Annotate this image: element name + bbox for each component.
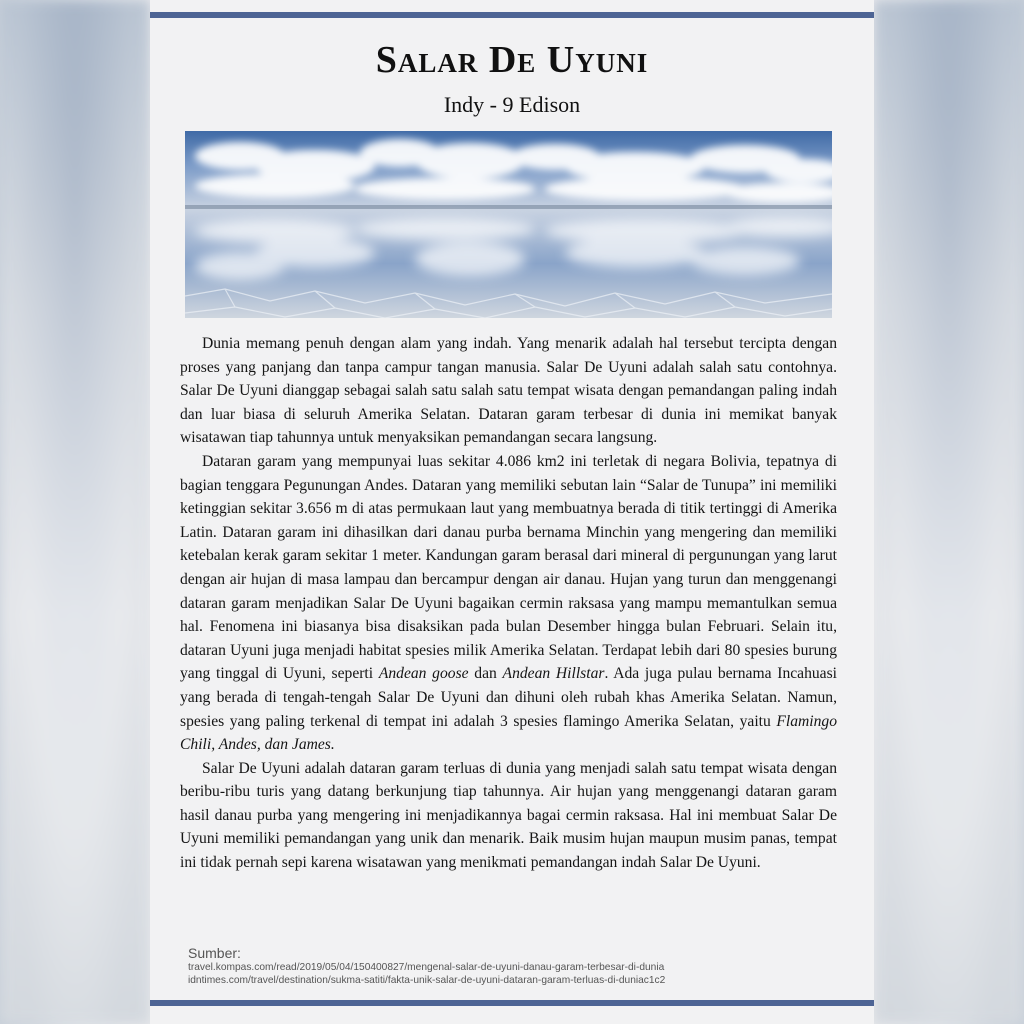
page-title: Salar De Uyuni: [375, 39, 649, 81]
paragraph-geography-text-1: Dataran garam yang mempunyai luas sekitar 4.086 km2 ini terletak di negara Bolivia, tepatnya di bagian tenggara Pegunungan Andes. Dataran yang memiliki sebutan lain “Salar de Tunupa” ini memiliki ketinggian sekitar 3.656 m di atas permukaan laut yang membuatnya berada di titik tertinggi di Amerika Latin. Dataran garam ini dihasilkan dari danau purba bernama Minchin yang mengering dan memiliki ketebalan kerak garam sekitar 1 meter. Kandungan garam berasal dari mineral di pergunungan yang larut dengan air hujan di masa lampau dan bercampur dengan air danau. Hujan yang turun dan menggenangi dataran garam menjadikan Salar De Uyuni bagaikan cermin raksasa yang mampu memantulkan semua hal. Fenomena ini biasanya bisa disaksikan pada bulan Desember hingga bulan Februari. Selain itu, dataran Uyuni juga menjadi habitat spesies milik Amerika Selatan. Terdapat lebih dari 80 spesies burung yang tinggal di Uyuni, seperti: [180, 452, 837, 683]
document-page: [150, 0, 874, 1024]
paragraph-intro: Dunia memang penuh dengan alam yang indah. Yang menarik adalah hal tersebut tercipta dengan proses yang panjang dan tanpa campur tangan manusia. Salar De Uyuni adalah salah satu contohnya. Salar De Uyuni dianggap sebagai salah satu salah satu tempat wisata dengan pemandangan paling indah dan luar biasa di seluruh Amerika Selatan. Dataran garam terbesar di dunia ini memikat banyak wisatawan tiap tahunnya untuk menyaksikan pemandangan secara langsung.: [180, 335, 837, 447]
top-divider: [150, 12, 874, 18]
paragraph-geography-text-2: dan: [468, 665, 503, 683]
article-body: [180, 332, 837, 875]
bottom-divider: [150, 1000, 874, 1006]
paragraph-geography: [180, 450, 837, 757]
species-andean-goose: Andean goose: [378, 665, 469, 683]
background-blur-left: [0, 0, 150, 1024]
sources-section: [188, 944, 848, 987]
salt-flat-photo: [185, 131, 832, 318]
background-blur-right: [874, 0, 1024, 1024]
source-link-kompas[interactable]: travel.kompas.com/read/2019/05/04/150400827/mengenal-salar-de-uyuni-danau-garam-terbesar-di-dunia: [188, 962, 665, 973]
source-link-idntimes[interactable]: idntimes.com/travel/destination/sukma-satiti/fakta-unik-salar-de-uyuni-dataran-garam-terluas-di-duniac1c2: [188, 974, 666, 986]
species-flamingo: Flamingo Chili, Andes, dan James.: [180, 712, 837, 754]
sources-label: Sumber:: [188, 945, 241, 961]
paragraph-conclusion: Salar De Uyuni adalah dataran garam terluas di dunia yang menjadi salah satu tempat wisata dengan beribu-ribu turis yang datang berkunjung tiap tahunnya. Air hujan yang menggenangi dataran garam hasil danau purba yang mengering ini menjadikannya bagai cermin raksasa. Hal ini membuat Salar De Uyuni memiliki pemandangan yang unik dan menarik. Baik musim hujan maupun musim panas, tempat ini tidak pernah sepi karena wisatawan yang menikmati pemandangan indah Salar De Uyuni.: [180, 759, 837, 872]
species-andean-hillstar: Andean Hillstar: [502, 665, 605, 683]
paragraph-geography-text-3: . Ada juga pulau bernama Incahuasi yang berada di tengah-tengah Salar De Uyuni dan dihuni oleh rubah khas Amerika Selatan. Namun, spesies yang paling terkenal di tempat ini adalah 3 spesies flamingo Amerika Selatan, yaitu: [180, 665, 837, 730]
byline: Indy - 9 Edison: [443, 92, 581, 117]
